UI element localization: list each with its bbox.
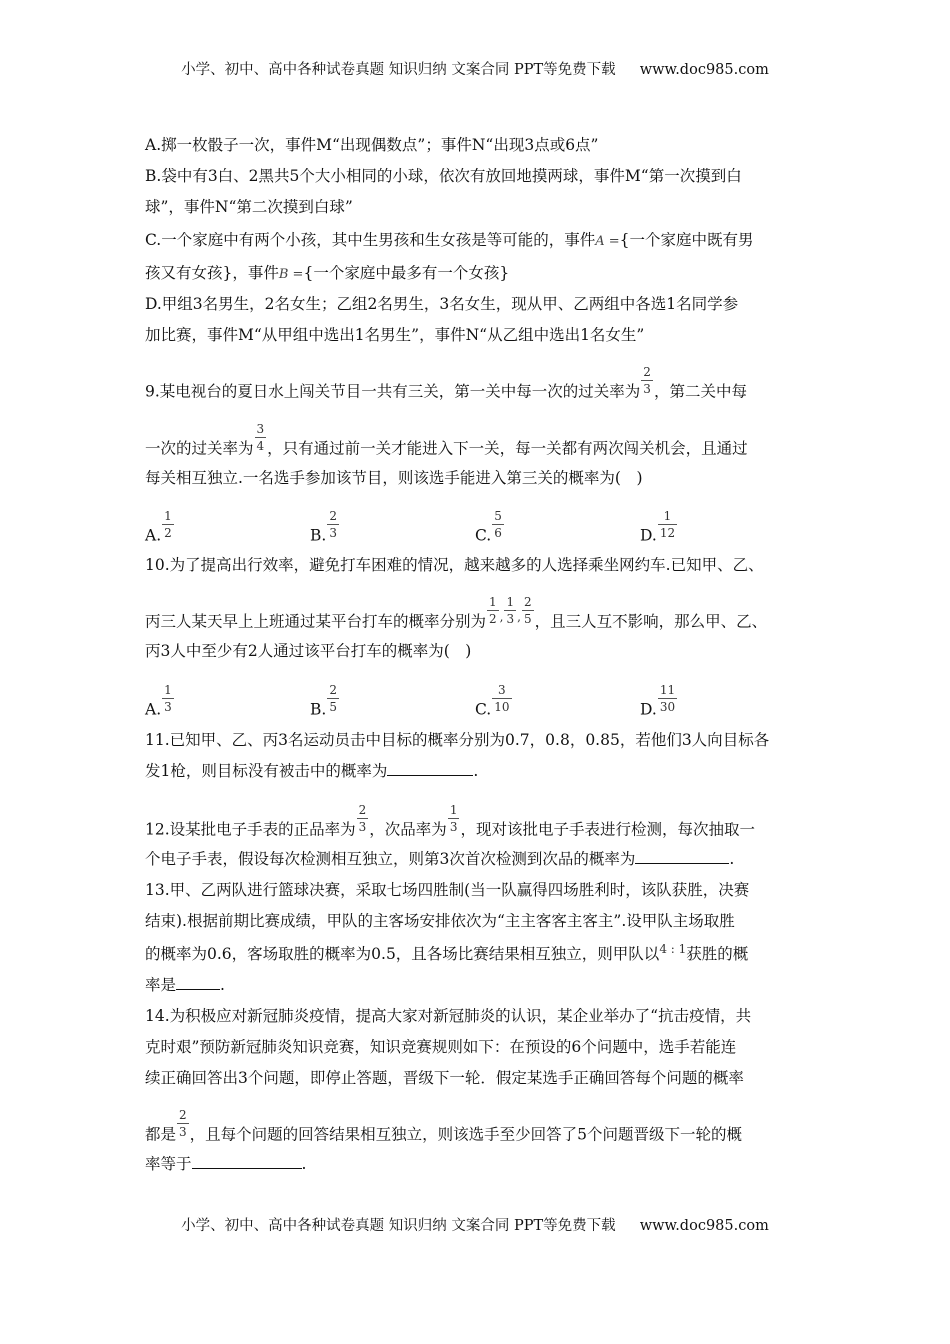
option-label: C.	[475, 526, 492, 545]
frac-num: 2	[329, 683, 337, 697]
q8-c2-pre: 孩又有女孩}，事件	[145, 264, 279, 282]
q9-option-c[interactable]	[475, 509, 505, 551]
q10-frac-1	[487, 596, 499, 625]
frac-den: 3	[449, 820, 458, 834]
option-frac	[492, 684, 511, 713]
q13-text: 的概率为0.6，客场取胜的概率为0.5，且各场比赛结果相互独立，则甲队以	[145, 945, 660, 963]
q14-text: 率等于	[145, 1155, 192, 1173]
q10-option-a[interactable]	[145, 683, 175, 725]
q9-option-a[interactable]	[145, 509, 175, 551]
q14-line3: 续正确回答出3个问题，即停止答题，晋级下一轮．假定某选手正确回答每个问题的概率	[145, 1069, 744, 1087]
q10-line1: 10.为了提高出行效率，避免打车困难的情况，越来越多的人选择乘坐网约车.已知甲、乙、	[145, 556, 764, 574]
frac-den: 10	[494, 700, 510, 714]
q12-text: 12.设某批电子手表的正品率为	[145, 820, 356, 839]
q13-line1: 13.甲、乙两队进行篮球决赛，采取七场四胜制(当一队赢得四场胜利时，该队获胜，决赛	[145, 881, 750, 899]
frac-num: 11	[659, 683, 676, 697]
q12-line2	[145, 847, 734, 869]
option-label: B.	[310, 700, 327, 719]
q12-frac-defective	[448, 804, 460, 833]
option-frac	[658, 510, 677, 539]
option-frac	[162, 510, 174, 539]
q9-frac-pass1	[641, 366, 653, 395]
q14-line1: 14.为积极应对新冠肺炎疫情，提高大家对新冠肺炎的认识，某企业举办了“抗击疫情，共	[145, 1007, 752, 1025]
frac-den: 3	[329, 526, 337, 540]
frac-num: 3	[256, 422, 265, 436]
q13-ratio: 4 : 1	[659, 942, 687, 956]
q10-frac-3	[522, 596, 534, 625]
q10-line3: 丙3人中至少有2人通过该平台打车的概率为( )	[145, 642, 472, 660]
q8-option-c-line2	[145, 261, 509, 283]
frac-num: 1	[489, 595, 497, 609]
header-site: www.doc985.com	[639, 62, 769, 78]
frac-den: 3	[358, 820, 367, 834]
frac-num: 1	[658, 510, 677, 525]
q12-text: .	[729, 850, 735, 868]
q14-text: 都是	[145, 1125, 177, 1144]
q9-option-b[interactable]	[310, 509, 340, 551]
q13-text: .	[220, 976, 225, 994]
option-frac	[492, 510, 504, 539]
frac-den: 30	[659, 700, 676, 714]
q8-c1-post: {一个家庭中既有男	[619, 231, 754, 249]
q9-text: ，只有通过前一关才能进入下一关，每一关都有两次闯关机会，且通过	[267, 439, 748, 458]
frac-num: 1	[506, 595, 515, 609]
frac-num: 2	[329, 509, 337, 523]
frac-den: 5	[523, 612, 532, 626]
q14-line5	[145, 1152, 306, 1174]
q11-line1: 11.已知甲、乙、丙3名运动员击中目标的概率分别为0.7，0.8，0.85，若他们3人向目标各	[145, 731, 770, 749]
frac-den: 2	[164, 526, 172, 540]
q10-option-d[interactable]	[640, 683, 678, 725]
q10-line2	[145, 595, 768, 637]
option-label: C.	[475, 700, 492, 719]
q9-line2	[145, 422, 748, 464]
q12-text: ，次品率为	[369, 820, 447, 839]
frac-den: 6	[494, 526, 502, 540]
option-frac	[162, 684, 174, 713]
q12-answer-blank[interactable]	[635, 849, 729, 864]
frac-num: 3	[492, 684, 511, 699]
frac-num: 1	[164, 683, 172, 697]
q8-option-c-line1	[145, 228, 754, 250]
q8-c2-math: B =	[278, 267, 304, 282]
q10-text: 丙三人某天早上上班通过某平台打车的概率分别为	[145, 612, 487, 631]
frac-separator: ,	[499, 609, 504, 624]
frac-den: 3	[164, 700, 172, 714]
option-label: A.	[145, 700, 162, 719]
q13-text: 率是	[145, 976, 177, 994]
q8-option-d-line1: D.甲组3名男生，2名女生；乙组2名男生，3名女生，现从甲、乙两组中各选1名同学参	[145, 295, 739, 313]
frac-den: 3	[179, 1125, 187, 1139]
q14-frac-correct	[177, 1109, 189, 1138]
q9-line3: 每关相互独立.一名选手参加该节目，则该选手能进入第三关的概率为( )	[145, 469, 643, 487]
q14-line4	[145, 1108, 743, 1150]
option-label: B.	[310, 526, 327, 545]
q13-line4	[145, 973, 225, 995]
frac-den: 12	[659, 526, 676, 540]
q14-answer-blank[interactable]	[192, 1154, 302, 1169]
q9-text: 9.某电视台的夏日水上闯关节目一共有三关，第一关中每一次的过关率为	[145, 382, 641, 401]
q8-option-b-line1: B.袋中有3白、2黑共5个大小相同的小球，依次有放回地摸两球，事件M“第一次摸到白	[145, 167, 742, 185]
q10-option-c[interactable]	[475, 683, 513, 725]
q12-text: 个电子手表，假设每次检测相互独立，则第3次首次检测到次品的概率为	[145, 850, 636, 868]
q11-answer-blank[interactable]	[387, 761, 473, 776]
q8-option-d-line2: 加比赛，事件M“从甲组中选出1名男生”，事件N“从乙组中选出1名女生”	[145, 326, 645, 344]
option-label: A.	[145, 526, 162, 545]
footer-text: 小学、初中、高中各种试卷真题 知识归纳 文案合同 PPT等免费下载	[181, 1218, 616, 1234]
page-header	[0, 58, 950, 79]
frac-num: 2	[358, 803, 367, 817]
frac-num: 2	[523, 595, 532, 609]
q11-text: .	[473, 762, 479, 780]
q9-text: 一次的过关率为	[145, 439, 254, 458]
q13-answer-blank[interactable]	[176, 975, 220, 990]
q14-line2: 克时艰”预防新冠肺炎知识竞赛，知识竞赛规则如下：在预设的6个问题中，选手若能连	[145, 1038, 737, 1056]
frac-num: 1	[164, 509, 172, 523]
q8-c1-math: A =	[595, 234, 620, 249]
q9-text: ，第二关中每	[653, 382, 747, 401]
frac-den: 2	[489, 612, 497, 626]
q12-text: ，现对该批电子手表进行检测，每次抽取一	[460, 820, 755, 839]
q8-option-b-line2: 球”，事件N“第二次摸到白球”	[145, 198, 353, 216]
q10-text: ，且三人互不影响，那么甲、乙、	[534, 612, 768, 631]
q12-frac-genuine	[357, 804, 369, 833]
q8-option-a: A.掷一枚骰子一次，事件M“出现偶数点”；事件N“出现3点或6点”	[145, 136, 599, 154]
frac-num: 5	[494, 509, 502, 523]
q9-frac-pass2	[255, 423, 267, 452]
frac-num: 2	[179, 1108, 187, 1122]
frac-separator: ,	[517, 609, 521, 624]
option-frac	[327, 510, 339, 539]
q13-line2: 结束).根据前期比赛成绩，甲队的主客场安排依次为“主主客客主客主”.设甲队主场取胜	[145, 912, 735, 930]
q13-line3	[145, 942, 748, 964]
frac-den: 4	[256, 439, 265, 453]
q11-text: 发1枪，则目标没有被击中的概率为	[145, 762, 388, 780]
page-footer	[0, 1214, 950, 1235]
header-text: 小学、初中、高中各种试卷真题 知识归纳 文案合同 PPT等免费下载	[181, 62, 616, 78]
q14-text: ，且每个问题的回答结果相互独立，则该选手至少回答了5个问题晋级下一轮的概	[189, 1125, 743, 1144]
q8-c2-post: {一个家庭中最多有一个女孩}	[303, 264, 510, 282]
option-label: D.	[640, 700, 657, 719]
q10-frac-2	[504, 596, 516, 625]
q8-c1-pre: C.一个家庭中有两个小孩，其中生男孩和生女孩是等可能的，事件	[145, 231, 596, 249]
frac-den: 5	[329, 700, 337, 714]
frac-num: 1	[449, 803, 458, 817]
option-label: D.	[640, 526, 657, 545]
q12-line1	[145, 803, 755, 845]
footer-site: www.doc985.com	[639, 1218, 769, 1234]
q9-line1	[145, 365, 747, 407]
option-frac	[658, 684, 677, 713]
q13-text: 获胜的概	[686, 945, 749, 963]
frac-num: 2	[643, 365, 651, 379]
q10-option-b[interactable]	[310, 683, 340, 725]
q14-text: .	[301, 1155, 307, 1173]
frac-den: 3	[506, 612, 515, 626]
q11-line2	[145, 759, 478, 781]
option-frac	[327, 684, 339, 713]
frac-den: 3	[643, 382, 651, 396]
q9-option-d[interactable]	[640, 509, 678, 551]
